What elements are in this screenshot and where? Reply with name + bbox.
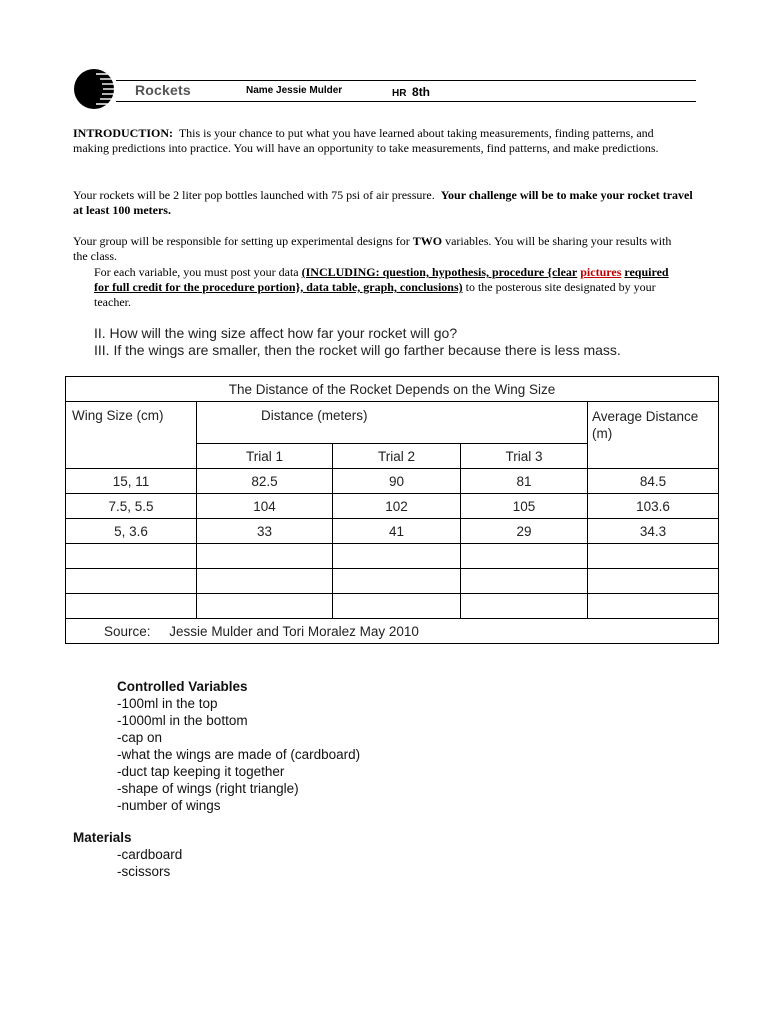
homeroom-value: 8th: [412, 85, 431, 99]
table-cell: [588, 544, 719, 569]
introduction-paragraph: [73, 126, 683, 156]
table-cell: 5, 3.6: [66, 519, 197, 544]
trial-1-header: Trial 1: [197, 444, 333, 469]
rockets-paragraph: [73, 188, 693, 218]
table-cell: 104: [197, 494, 333, 519]
table-cell: 103.6: [588, 494, 719, 519]
table-cell: [461, 594, 588, 619]
header-rule-bottom: [116, 101, 696, 102]
list-item: -cardboard: [117, 847, 183, 862]
table-cell: 102: [333, 494, 461, 519]
controlled-variables-heading: Controlled Variables: [117, 679, 248, 694]
challenge-text: Your challenge will be to make your rocket travel at least 100 meters.: [73, 188, 693, 217]
variable-required: required for full credit for the procedure portion}, data table, graph, conclusions): [94, 265, 669, 294]
list-item: -scissors: [117, 864, 171, 879]
table-cell: [197, 544, 333, 569]
homeroom-label: HR: [392, 88, 407, 99]
introduction-heading: INTRODUCTION:: [73, 126, 174, 140]
table-cell: [588, 569, 719, 594]
list-item: -duct tap keeping it together: [117, 764, 285, 779]
table-source: [66, 619, 719, 644]
table-cell: 15, 11: [66, 469, 197, 494]
variable-pictures: pictures: [580, 265, 622, 279]
table-cell: [333, 569, 461, 594]
table-caption: The Distance of the Rocket Depends on the Wing Size: [66, 377, 719, 402]
table-row: [66, 519, 719, 544]
controlled-variables: [117, 678, 360, 814]
question-list: [94, 325, 724, 359]
materials-list: [117, 846, 182, 880]
table-cell: [333, 544, 461, 569]
trial-3-header: Trial 3: [461, 444, 588, 469]
table-cell: 41: [333, 519, 461, 544]
table-row: [66, 494, 719, 519]
header-rule-top: [116, 80, 696, 81]
table-cell: 105: [461, 494, 588, 519]
table-cell: 82.5: [197, 469, 333, 494]
group-paragraph: [73, 234, 683, 264]
data-table: [65, 376, 719, 644]
list-item: -number of wings: [117, 798, 221, 813]
introduction-text: This is your chance to put what you have learned about taking measurements, finding patterns, and making predictions into practice. You will have an opportunity to take measurements, find patterns, and make predictions.: [73, 126, 659, 155]
table-cell: 29: [461, 519, 588, 544]
table-cell: 33: [197, 519, 333, 544]
list-item: -shape of wings (right triangle): [117, 781, 299, 796]
rockets-text: Your rockets will be 2 liter pop bottles launched with 75 psi of air pressure.: [73, 188, 435, 202]
table-cell: [66, 544, 197, 569]
distance-header: Distance (meters): [197, 402, 588, 444]
page-title: Rockets: [135, 82, 191, 98]
group-text-before: Your group will be responsible for setting up experimental designs for: [73, 234, 410, 248]
list-item: -what the wings are made of (cardboard): [117, 747, 361, 762]
table-row: [66, 544, 719, 569]
source-label: Source:: [104, 623, 151, 639]
variable-text-before: For each variable, you must post your data: [94, 265, 299, 279]
list-item: -100ml in the top: [117, 696, 218, 711]
rocket-logo-icon: [74, 68, 114, 110]
table-cell: 84.5: [588, 469, 719, 494]
research-question: II. How will the wing size affect how far your rocket will go?: [94, 325, 458, 341]
wing-size-header: Wing Size (cm): [66, 402, 197, 469]
variable-paragraph: [94, 265, 686, 310]
list-item: -cap on: [117, 730, 163, 745]
table-cell: [66, 569, 197, 594]
table-cell: [588, 594, 719, 619]
average-distance-header: Average Distance (m): [588, 402, 719, 469]
table-cell: 34.3: [588, 519, 719, 544]
group-two: TWO: [412, 234, 443, 248]
variable-text-after: to the posterous site designated by your teacher.: [94, 280, 656, 309]
table-cell: 90: [333, 469, 461, 494]
variable-including: (INCLUDING: question, hypothesis, procedure {clear: [301, 265, 578, 279]
table-cell: [197, 594, 333, 619]
materials-heading: Materials: [73, 830, 132, 845]
table-cell: [66, 594, 197, 619]
table-cell: [461, 544, 588, 569]
table-row: [66, 569, 719, 594]
hypothesis: III. If the wings are smaller, then the rocket will go farther because there is less mass.: [94, 342, 621, 358]
table-cell: [333, 594, 461, 619]
group-text-after: variables. You will be sharing your results with the class.: [73, 234, 672, 263]
table-cell: [197, 569, 333, 594]
table-cell: 7.5, 5.5: [66, 494, 197, 519]
table-cell: [461, 569, 588, 594]
homeroom: [392, 85, 430, 99]
table-row: [66, 469, 719, 494]
trial-2-header: Trial 2: [333, 444, 461, 469]
table-row: [66, 594, 719, 619]
source-value: Jessie Mulder and Tori Moralez May 2010: [169, 623, 419, 639]
table-cell: 81: [461, 469, 588, 494]
student-name: Name Jessie Mulder: [246, 85, 343, 96]
list-item: -1000ml in the bottom: [117, 713, 248, 728]
